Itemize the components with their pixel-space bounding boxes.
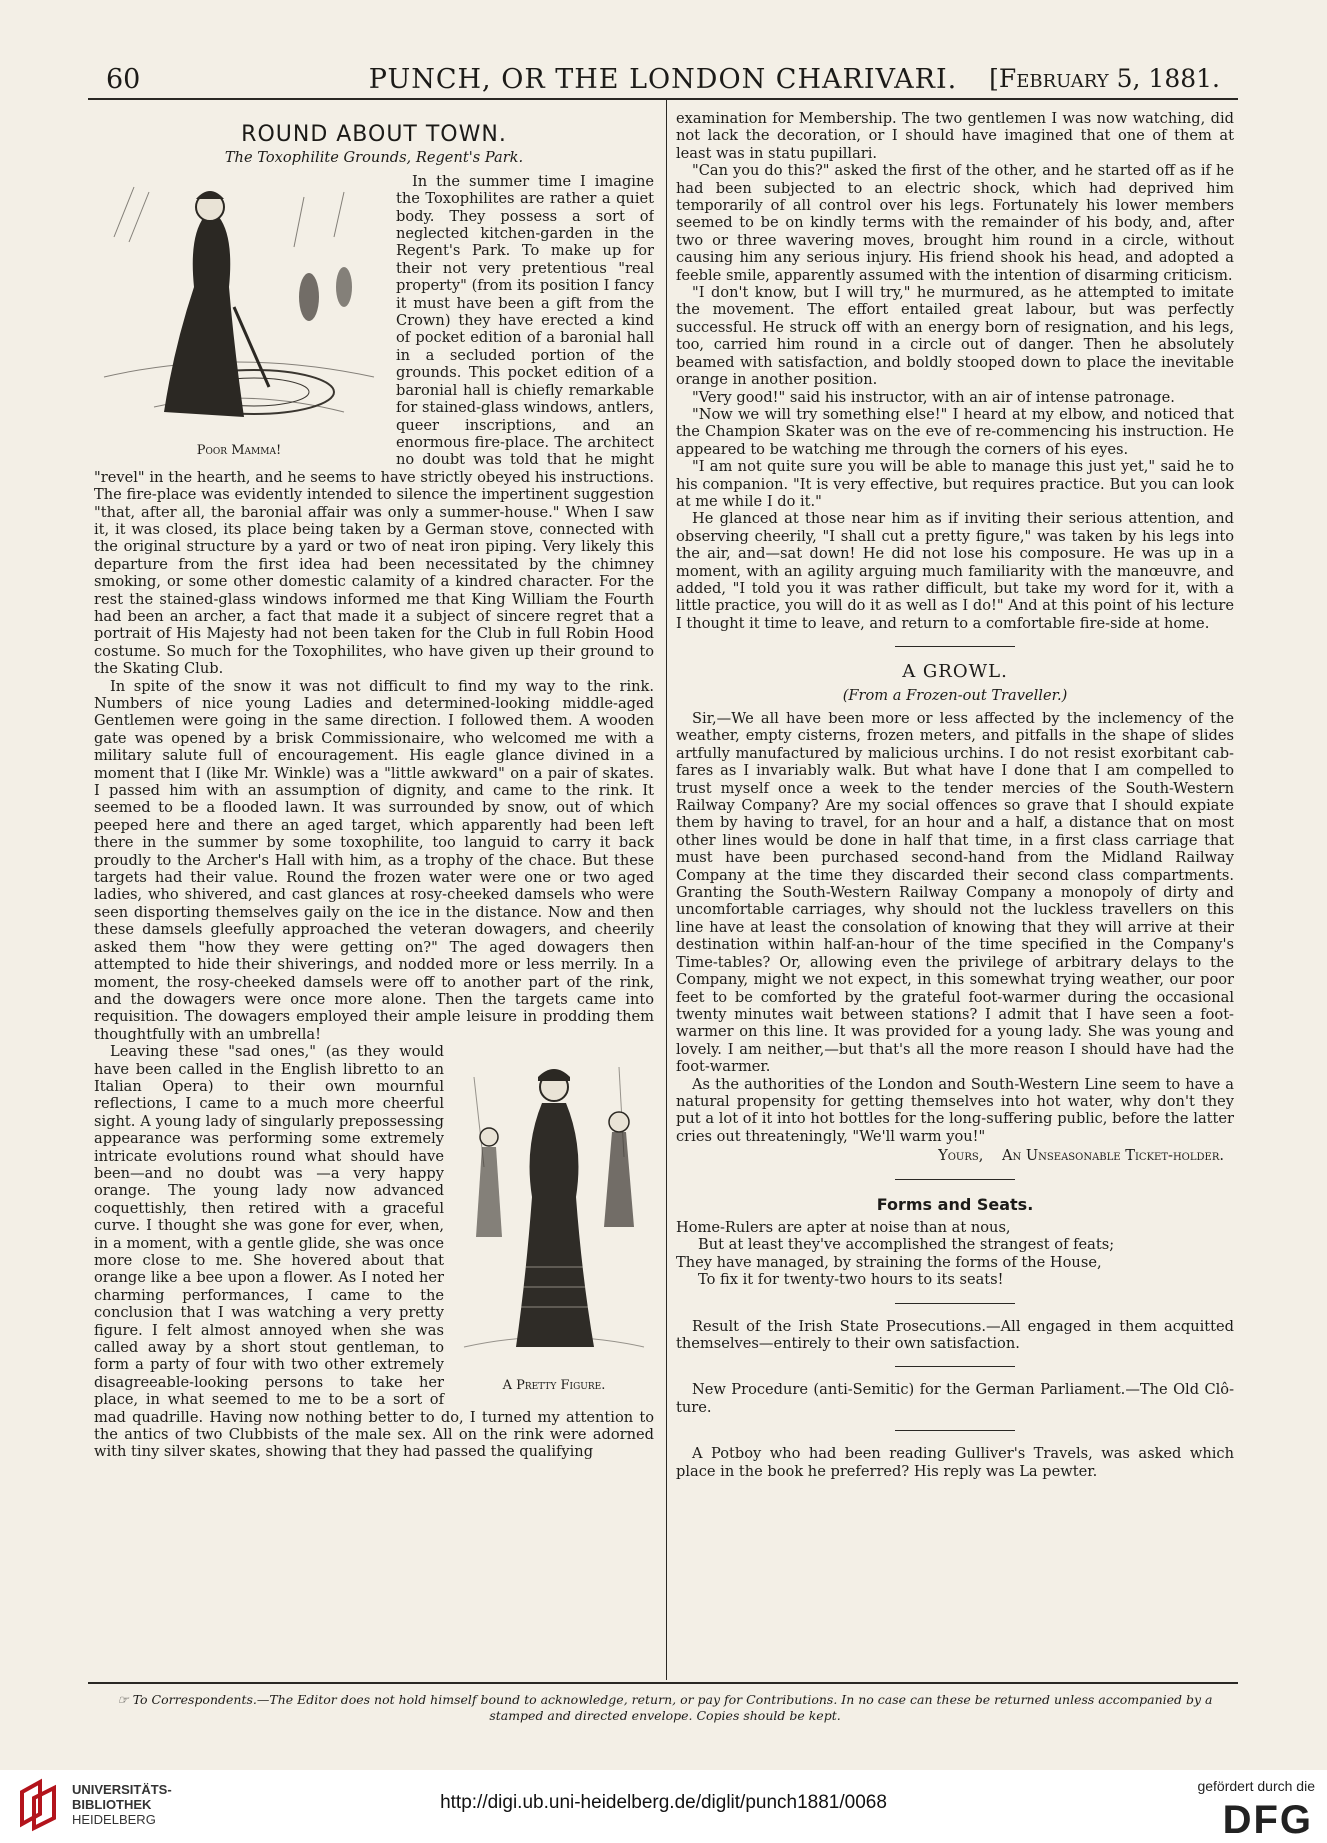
masthead-title: PUNCH, OR THE LONDON CHARIVARI. xyxy=(368,64,958,95)
footnote-line: stamped and directed envelope. Copies should be kept. xyxy=(489,1708,841,1723)
library-line: HEIDELBERG xyxy=(72,1812,156,1827)
library-line: UNIVERSITÄTS- xyxy=(72,1782,172,1797)
section-separator xyxy=(895,1430,1015,1431)
section-separator xyxy=(895,1303,1015,1304)
article-subtitle: The Toxophilite Grounds, Regent's Park. xyxy=(224,149,524,167)
page-number: 60 xyxy=(106,64,141,95)
forms-title: Forms and Seats. xyxy=(876,1194,1034,1214)
source-url-link[interactable]: http://digi.ub.uni-heidelberg.de/diglit/punch1881/0068 xyxy=(440,1792,887,1813)
result-paragraph: Result of the Irish State Prosecutions.—All engaged in them acquitted themselves—entirely to their own satisfaction. xyxy=(676,1317,1234,1352)
growl-paragraph: Sir,—We all have been more or less affected by the inclemency of the weather, empty cisterns, frozen meters, and pitfalls in the shape of slides artfully manufactured by malicious urchins. I do not resist exorbitant cab-fares as I invariably walk. But what have I done that I am compelled to trust myself once a week to the tender mercies of the South-Western Railway Company? Are my social offences so grave that I should expiate them by having to travel, for an hour and a half, a distance that on most other lines would be done in half that time, in a first class carriage that must have been purchased second-hand from the Midland Railway Company at the time they discarded their second class compartments. Granting the South-Western Railway Company a monopoly of dirty and uncomfortable carriages, why should not the luckless travellers on this line have at least the consolation of knowing that they will arrive at their destination within half-an-hour of the time specified in the Company's Time-tables? Or, allowing even the privilege of arbitrary delays to the Company, might we not expect, in this somewhat trying weather, our poor feet to be comforted by the grateful foot-warmer during the occasional twenty minutes wait between stations? I admit that I have seen a foot-warmer on this line. It was provided for a young lady. She was young and lovely. I am neither,—but that's all the more reason I should have had the foot-warmer. xyxy=(676,710,1234,1076)
dfg-logo: DFG xyxy=(1222,1798,1313,1842)
illustration-poor-mamma xyxy=(94,177,384,460)
page-header xyxy=(88,58,1238,98)
growl-paragraph: As the authorities of the London and South-Western Line seem to have a natural propensity for getting themselves into hot water, why don't they put a lot of it into hot bottles for the long-suffering public, before the latter cries out threateningly, "We'll warm you!" xyxy=(676,1075,1234,1145)
poem-line: They have managed, by straining the forms of the House, xyxy=(676,1253,1102,1271)
section-separator xyxy=(895,1366,1015,1367)
figure-caption: Poor Mamma! xyxy=(196,443,282,459)
poem-line: To fix it for twenty-two hours to its seats! xyxy=(698,1271,1004,1289)
illustration-image xyxy=(454,1047,654,1377)
growl-signature xyxy=(676,1147,1224,1164)
column-divider xyxy=(666,98,667,1680)
digitization-footer xyxy=(0,1770,1327,1841)
article-paragraph: In spite of the snow it was not difficult to find my way to the rink. Numbers of nice young Ladies and determined-looking middle-aged Gentlemen were going in the same direction. I followed them. A wooden gate was opened by a brisk Commissionaire, who welcomed me with a military salute full of encouragement. His eagle glance divined in a moment that I (like Mr. Winkle) was a "little awkward" on a pair of skates. I passed him with an assumption of dignity, and came to the rink. It seemed to be a flooded lawn. It was surrounded by snow, out of which peeped here and there an aged target, which apparently had been left there in the summer by some toxophilite, too languid to carry it back proudly to the Archer's Hall with him, as a trophy of the chace. But these targets had their value. Round the frozen water were one or two aged ladies, who shivered, and cast glances at rosy-cheeked damsels who were seen disporting themselves gaily on the ice in the distance. Now and then these damsels gleefully approached the veteran dowagers, and cheerily asked them "how they were getting on?" The aged dowagers then attempted to hide their shiverings, and nodded more or less merrily. In a moment, the rosy-cheeked damsels were off to another part of the rink, and the dowagers were once more alone. Then the targets came into requisition. The dowagers employed their ample leisure in prodding them thoughtfully with an umbrella! xyxy=(94,677,654,1043)
section-separator xyxy=(895,1179,1015,1180)
library-line: BIBLIOTHEK xyxy=(72,1797,152,1812)
article-paragraph: In the summer time I imagine the Toxophilites are rather a quiet body. They possess a sort of neglected kitchen-garden in the Regent's Park. To make up for their not very pretentious "real property" (from its position I fancy it must have been a gift from the Crown) they have erected a kind of pocket edition of a baronial hall in a secluded portion of the grounds. This pocket edition of a baronial hall is chiefly remarkable for stained-glass windows, antlers, queer inscriptions, and an enormous fire-place. The architect no doubt was told that he might "revel" in the hearth, and he seems to have strictly obeyed his instructions. The fire-place was evidently intended to silence the impertinent suggestion "that, after all, the baronial affair was only a summer-house." When I saw it, it was closed, its place being taken by a German stove, connected with the original structure by a yard or two of neat iron piping. Very likely this departure from the first idea had been necessitated by the chimney smoking, or some other domestic calamity of a kindred character. For the rest the stained-glass windows informed me that King William the Fourth had been an archer, a fact that made it a subject of sincere regret that a portrait of His Majesty had not been taken for the Club in full Robin Hood costume. So much for the Toxophilites, who have given up their ground to the Skating Club. xyxy=(94,172,654,678)
article-paragraph: He glanced at those near him as if inviting their serious attention, and observing cheerily, "I shall cut a pretty figure," was taken by his legs into the air, and—sat down! He did not lose his composure. He was up in a moment, with an agility arguing much familiarity with the manœuvre, and added, "I told you it was rather difficult, but take my word for it, with a little practice, you will do it as well as I do!" And at this point of his lecture I thought it time to leave, and return to a comfortable fire-side at home. xyxy=(676,510,1234,632)
article-paragraph: "I am not quite sure you will be able to manage this just yet," said he to his companion. "It is very effective, but requires practice. But you can look at me while I do it." xyxy=(676,458,1234,510)
article-paragraph: examination for Membership. The two gentlemen I was now watching, did not lack the decoration, or I should have imagined that one of them at least was in statu pupillari. xyxy=(676,110,1234,162)
illustration-pretty-figure xyxy=(454,1047,654,1394)
article-paragraph: Leaving these "sad ones," (as they would have been called in the English libretto to an Italian Opera) to their own mournful reflections, I came to a much more cheerful sight. A young lady of singularly prepossessing appearance was performing some extremely intricate evolutions round what should have been—and no doubt was —a very happy orange. The young lady now advanced coquettishly, then retired with a graceful curve. I thought she was gone for ever, when, in a moment, with a gentle glide, she was once more close to me. She hovered about that orange like a bee upon a flower. As I noted her charming performances, I came to the conclusion that I was watching a very pretty figure. I felt almost annoyed when she was called away by a short stout gentleman, to form a party of four with two other extremely disagreeable-looking persons to take her place, in what seemed to me to be a sort of mad quadrille. Having now nothing better to do, I turned my attention to the antics of two Clubbists of the male sex. All on the rink were adorned with tiny silver skates, showing that they had passed the qualifying xyxy=(94,1043,654,1461)
article-paragraph: "I don't know, but I will try," he murmured, as he attempted to imitate the movement. The effort entailed great labour, but was perfectly successful. He struck off with an energy born of resignation, and his legs, too, carried him round in a circle out of danger. Then he absolutely beamed with satisfaction, and boldly stooped down to place the inevitable orange in another position. xyxy=(676,284,1234,389)
issue-date: [February 5, 1881. xyxy=(989,64,1220,93)
correspondents-note xyxy=(110,1692,1220,1724)
footnote-line: ☞ To Correspondents.—The Editor does not hold himself bound to acknowledge, return, or pay for Contributions. In no case can these be returned unless accompanied by a xyxy=(117,1692,1213,1707)
growl-subtitle: (From a Frozen-out Traveller.) xyxy=(842,686,1068,704)
growl-title: A GROWL. xyxy=(902,661,1008,683)
potboy-paragraph: A Potboy who had been reading Gulliver's Travels, was asked which place in the book he preferred? His reply was La pewter. xyxy=(676,1445,1234,1480)
article-paragraph: "Can you do this?" asked the first of the other, and he started off as if he had been subjected to an electric shock, which had deprived him temporarily of all control over his legs. Fortunately his lower members seemed to be on kindly terms with the remainder of his body, and, after two or three wavering moves, brought him round in a circle, without causing him any serious injury. His friend shook his head, and adopted a feeble smile, apparently assumed with the intention of disarming criticism. xyxy=(676,162,1234,284)
procedure-paragraph: New Procedure (anti-Semitic) for the German Parliament.—The Old Clô-ture. xyxy=(676,1381,1234,1416)
poem-line: Home-Rulers are apter at noise than at nous, xyxy=(676,1218,1011,1236)
article-paragraph: "Now we will try something else!" I heard at my elbow, and noticed that the Champion Skater was on the eve of re-commencing his instruction. He appeared to be watching me through the corners of his eyes. xyxy=(676,405,1234,458)
figure-caption: A Pretty Figure. xyxy=(502,1378,606,1394)
poem-line: But at least they've accomplished the strangest of feats; xyxy=(698,1236,1115,1254)
funding-note: gefördert durch die xyxy=(1197,1778,1315,1794)
forms-poem xyxy=(676,1219,1234,1289)
article-paragraph: "Very good!" said his instructor, with an air of intense patronage. xyxy=(692,388,1175,406)
left-column xyxy=(94,110,654,1675)
article-title: ROUND ABOUT TOWN. xyxy=(241,122,507,147)
section-separator xyxy=(895,646,1015,647)
signature-yours: Yours, xyxy=(938,1147,984,1165)
illustration-image xyxy=(94,177,384,437)
right-column xyxy=(676,110,1234,1675)
signature-name: An Unseasonable Ticket-holder. xyxy=(1001,1147,1224,1165)
